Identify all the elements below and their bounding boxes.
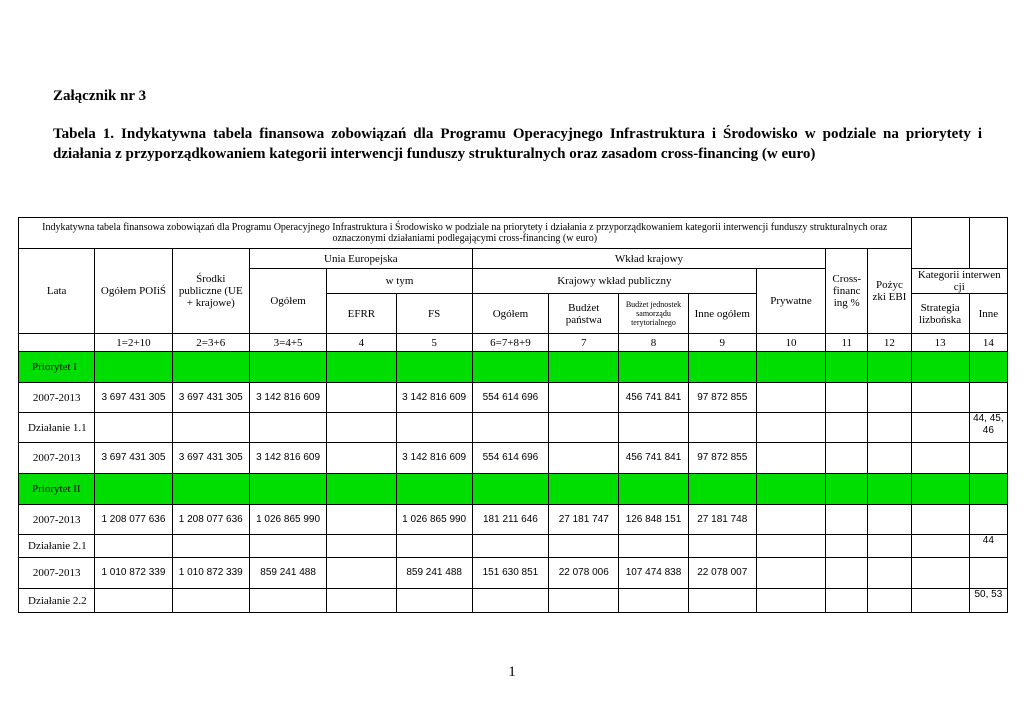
table-cell [756,474,825,505]
table-cell [549,474,619,505]
header-krajowy-wklad-publiczny: Krajowy wkład publiczny [472,269,756,294]
header-budzet-panstwa: Budżet państwa [549,294,619,334]
column-number: 1=2+10 [95,334,172,352]
header-blank [969,218,1007,269]
table-cell: 1 208 077 636 [95,505,172,535]
table-cell [969,558,1007,589]
table-cell: 1 010 872 339 [172,558,249,589]
table-cell: 3 142 816 609 [396,443,472,474]
header-kategorii: Kategorii interwen cji [911,269,1008,294]
table-cell [172,474,249,505]
table-cell: 126 848 151 [619,505,688,535]
column-number: 13 [911,334,969,352]
table-cell [868,535,911,558]
table-cell: 22 078 006 [549,558,619,589]
table-cell [619,474,688,505]
table-cell [868,443,911,474]
table-cell [826,383,868,413]
action-label: Działanie 2.2 [19,589,95,613]
table-cell [756,413,825,443]
header-inne-ogolem: Inne ogółem [688,294,756,334]
table-cell: 22 078 007 [688,558,756,589]
table-cell [249,589,326,613]
header-pozyczki-ebi: Pożyc zki EBI [868,249,911,334]
table-cell [868,589,911,613]
table-cell [549,413,619,443]
column-number: 10 [756,334,825,352]
column-number: 14 [969,334,1007,352]
header-prywatne: Prywatne [756,269,825,334]
table-cell: 3 697 431 305 [95,443,172,474]
table-cell [756,535,825,558]
table-cell [327,535,396,558]
table-cell [756,558,825,589]
header-inne: Inne [969,294,1007,334]
table-cell [95,474,172,505]
financial-table [18,217,1008,613]
priority-row [19,352,1008,383]
table-cell [969,383,1007,413]
priority-label: Priorytet II [19,474,95,505]
column-number: 4 [327,334,396,352]
page-number: 1 [508,664,516,680]
table-cell [549,383,619,413]
table-cell [756,352,825,383]
table-cell [472,413,548,443]
action-label: Działanie 2.1 [19,535,95,558]
header-w-tym: w tym [327,269,473,294]
table-cell [911,505,969,535]
table-cell [327,352,396,383]
table-caption: Indykatywna tabela finansowa zobowiązań dla Programu Operacyjnego Infrastruktura i Środowisko w podziale na priorytety i działania z przyporządkowaniem kategorii interwencji funduszy strukturalnych oraz oznaczonymi działaniami podlegającymi cross-financing (w euro) [19,218,912,249]
table-cell [688,474,756,505]
table-cell [826,589,868,613]
table-cell [868,558,911,589]
table-cell: 151 630 851 [472,558,548,589]
table-cell [911,443,969,474]
year-row [19,558,1008,589]
table-cell [549,443,619,474]
column-number: 12 [868,334,911,352]
table-cell: 27 181 747 [549,505,619,535]
action-row [19,413,1008,443]
header-budzet-jst: Budżet jednostek samorządu terytorialnego [619,294,688,334]
table-cell [327,589,396,613]
table-cell [396,474,472,505]
table-cell [826,413,868,443]
table-cell [688,413,756,443]
table-cell [756,505,825,535]
table-cell [95,589,172,613]
annex-label: Załącznik nr 3 [53,88,147,104]
table-cell [868,413,911,443]
header-efrr: EFRR [327,294,396,334]
table-cell: 3 697 431 305 [172,383,249,413]
column-number: 8 [619,334,688,352]
year-label: 2007-2013 [19,443,95,474]
table-cell [688,589,756,613]
table-cell: 107 474 838 [619,558,688,589]
header-ogolem-poiis: Ogółem POIiŚ [95,249,172,334]
action-row [19,535,1008,558]
table-cell: 97 872 855 [688,383,756,413]
table-cell [95,413,172,443]
priority-label: Priorytet I [19,352,95,383]
table-cell [969,352,1007,383]
table-cell [172,413,249,443]
table-cell [327,474,396,505]
table-cell [95,352,172,383]
table-cell [619,535,688,558]
table-cell: 3 142 816 609 [249,443,326,474]
column-number: 7 [549,334,619,352]
table-cell [911,383,969,413]
table-cell: 44, 45, 46 [969,413,1007,443]
table-cell: 3 697 431 305 [172,443,249,474]
table-cell: 181 211 646 [472,505,548,535]
table-cell [249,413,326,443]
table-cell: 27 181 748 [688,505,756,535]
header-unia-europejska: Unia Europejska [249,249,472,269]
table-cell: 456 741 841 [619,383,688,413]
table-cell: 859 241 488 [249,558,326,589]
column-number: 6=7+8+9 [472,334,548,352]
header-cross-financing: Cross-financ ing % [826,249,868,334]
column-number: 3=4+5 [249,334,326,352]
table-cell: 859 241 488 [396,558,472,589]
table-cell: 1 010 872 339 [95,558,172,589]
table-cell [969,505,1007,535]
table-cell [756,589,825,613]
table-cell: 1 026 865 990 [249,505,326,535]
table-cell [172,352,249,383]
table-cell [396,589,472,613]
table-cell: 554 614 696 [472,383,548,413]
table-cell: 554 614 696 [472,443,548,474]
table-cell [688,535,756,558]
table-cell [396,352,472,383]
header-ue-ogolem: Ogółem [249,269,326,334]
table-cell [327,505,396,535]
table-cell: 1 208 077 636 [172,505,249,535]
table-cell [172,589,249,613]
table-cell [868,352,911,383]
table-cell [472,589,548,613]
table-cell: 50, 53 [969,589,1007,613]
table-cell [472,352,548,383]
table-cell: 44 [969,535,1007,558]
table-cell [911,352,969,383]
table-cell [826,535,868,558]
document-title: Tabela 1. Indykatywna tabela finansowa zobowiązań dla Programu Operacyjnego Infrastruktura i Środowisko w podziale na priorytety i działania z przyporządkowaniem kategorii interwencji funduszy strukturalnych oraz zasadom cross-financing (w euro) [53,126,982,162]
column-number: 9 [688,334,756,352]
year-row [19,383,1008,413]
table-cell [868,383,911,413]
header-srodki-publiczne: Środki publiczne (UE + krajowe) [172,249,249,334]
table-cell [619,413,688,443]
year-row [19,443,1008,474]
table-cell [396,413,472,443]
year-row [19,505,1008,535]
table-cell [756,383,825,413]
table-cell [969,474,1007,505]
table-cell [396,535,472,558]
table-cell [619,589,688,613]
table-cell [249,535,326,558]
table-cell [826,443,868,474]
table-cell [472,474,548,505]
table-cell [969,443,1007,474]
table-cell: 456 741 841 [619,443,688,474]
table-cell [868,505,911,535]
column-number: 11 [826,334,868,352]
header-blank [911,218,969,269]
table-cell: 1 026 865 990 [396,505,472,535]
table-cell [911,558,969,589]
table-cell [911,589,969,613]
column-number: 5 [396,334,472,352]
table-cell [826,558,868,589]
header-kraj-ogolem: Ogółem [472,294,548,334]
table-cell [327,558,396,589]
table-cell [549,589,619,613]
table-cell [911,413,969,443]
table-cell [619,352,688,383]
header-fs: FS [396,294,472,334]
table-cell [756,443,825,474]
header-strategia-lizbonska: Strategia lizbońska [911,294,969,334]
table-cell: 3 697 431 305 [95,383,172,413]
table-cell [549,535,619,558]
table-cell: 3 142 816 609 [249,383,326,413]
year-label: 2007-2013 [19,383,95,413]
table-cell: 3 142 816 609 [396,383,472,413]
table-cell [826,505,868,535]
table-cell [868,474,911,505]
table-cell: 97 872 855 [688,443,756,474]
table-cell [327,413,396,443]
table-cell [95,535,172,558]
year-label: 2007-2013 [19,558,95,589]
table-cell [472,535,548,558]
column-number: 2=3+6 [172,334,249,352]
table-cell [172,535,249,558]
table-cell [826,474,868,505]
priority-row [19,474,1008,505]
action-row [19,589,1008,613]
header-lata: Lata [19,249,95,334]
column-number-blank [19,334,95,352]
table-cell [249,474,326,505]
table-cell [911,474,969,505]
table-cell [826,352,868,383]
year-label: 2007-2013 [19,505,95,535]
table-cell [327,383,396,413]
table-cell [327,443,396,474]
action-label: Działanie 1.1 [19,413,95,443]
table-cell [549,352,619,383]
table-cell [249,352,326,383]
table-cell [688,352,756,383]
table-cell [911,535,969,558]
header-wklad-krajowy: Wkład krajowy [472,249,825,269]
